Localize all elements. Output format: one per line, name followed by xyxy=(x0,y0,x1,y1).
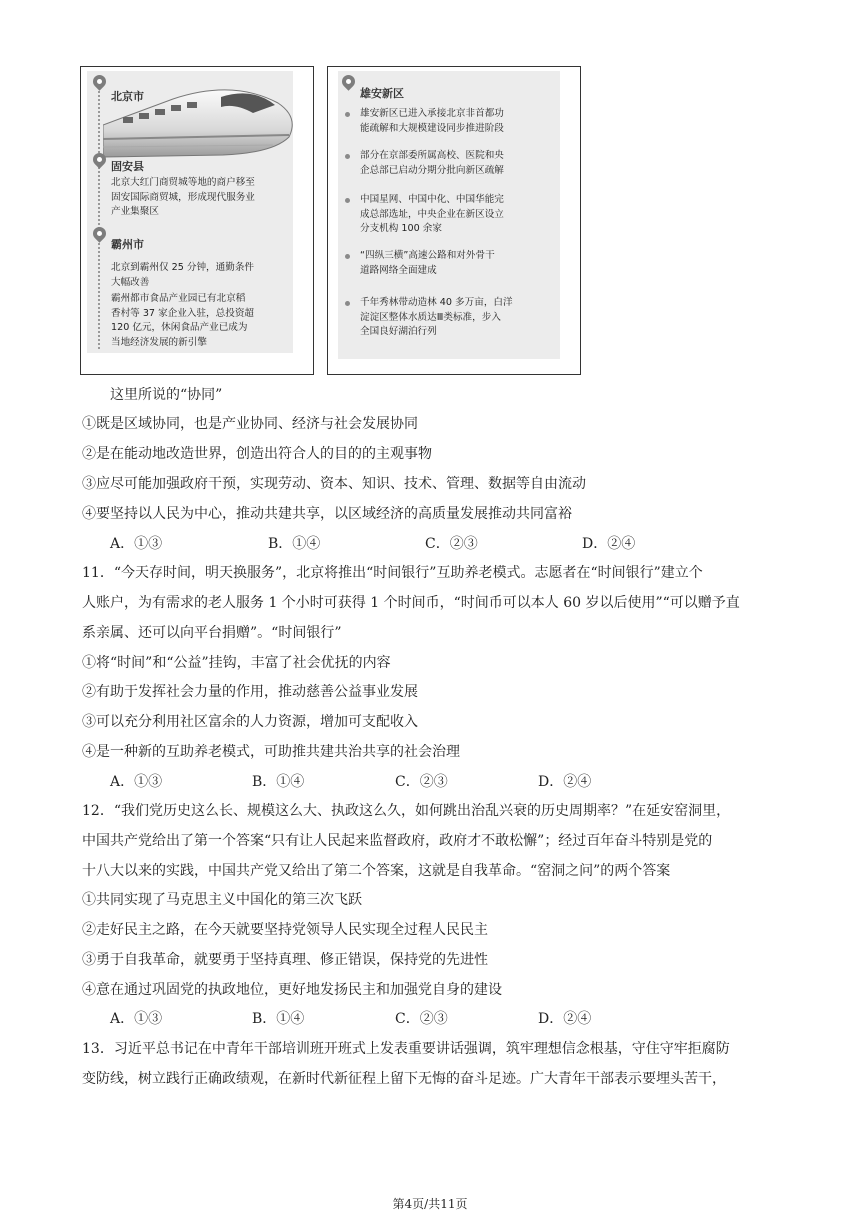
bullet-icon xyxy=(345,254,350,259)
q10-option-c: C．②③ xyxy=(425,536,478,552)
bullet-icon xyxy=(345,112,350,117)
q11-statement-4: ④是一种新的互助养老模式，可助推共建共治共享的社会治理 xyxy=(82,744,460,760)
q11-line-1: 11．“今天存时间，明天换服务”，北京将推出“时间银行”互助养老模式。志愿者在“时间银行”建立个 xyxy=(82,565,703,581)
q11-line-2: 人账户，为有需求的老人服务 1 个小时可获得 1 个时间币，“时间币可以本人 60 岁以后使用”“可以赠予直 xyxy=(82,595,740,611)
q12-option-a: A．①③ xyxy=(110,1011,163,1027)
figure-left-beijing-map xyxy=(80,66,314,375)
q11-option-a: A．①③ xyxy=(110,774,163,790)
q10-statement-1: ①既是区域协同，也是产业协同、经济与社会发展协同 xyxy=(82,416,418,432)
q11-option-b: B．①④ xyxy=(252,774,305,790)
city-label-guan: 固安县 xyxy=(111,160,144,173)
guan-description: 北京大红门商贸城等地的商户移至 固安国际商贸城，形成现代服务业 产业集聚区 xyxy=(111,177,255,217)
q11-option-c: C．②③ xyxy=(395,774,448,790)
xiongan-title: 雄安新区 xyxy=(360,87,404,100)
q10-option-d: D．②④ xyxy=(582,536,636,552)
train-image xyxy=(103,73,299,165)
xiongan-item: 雄安新区已进入承接北京非首都功 能疏解和大规模建设同步推进阶段 xyxy=(360,108,504,134)
bazhou-description-1: 北京到霸州仅 25 分钟，通勤条件 大幅改善 xyxy=(111,262,255,288)
q10-option-b: B．①④ xyxy=(268,536,321,552)
xiongan-item: 千年秀林带动造林 40 多万亩，白洋 淀淀区整体水质达Ⅲ类标准，步入 全国良好湖泊行列 xyxy=(360,297,513,337)
q10-stem: 这里所说的“协同” xyxy=(110,387,223,403)
q12-statement-3: ③勇于自我革命，就要勇于坚持真理、修正错误，保持党的先进性 xyxy=(82,952,488,968)
q11-statement-2: ②有助于发挥社会力量的作用，推动慈善公益事业发展 xyxy=(82,684,418,700)
q12-statement-4: ④意在通过巩固党的执政地位，更好地发扬民主和加强党自身的建设 xyxy=(82,982,502,998)
q13-line-2: 变防线，树立践行正确政绩观，在新时代新征程上留下无悔的奋斗足迹。广大青年干部表示要埋头苦干， xyxy=(82,1071,726,1087)
q12-line-1: 12．“我们党历史这么长、规模这么大、执政这么久，如何跳出治乱兴衰的历史周期率？”在延安窑洞里， xyxy=(82,803,731,819)
q11-line-3: 系亲属、还可以向平台捐赠”。“时间银行” xyxy=(82,625,342,641)
xiongan-item: 部分在京部委所属高校、医院和央 企总部已启动分期分批向新区疏解 xyxy=(360,150,504,176)
q13-line-1: 13．习近平总书记在中青年干部培训班开班式上发表重要讲话强调，筑牢理想信念根基，守住守牢拒腐防 xyxy=(82,1041,730,1057)
route-line xyxy=(98,87,100,349)
xiongan-item: 中国星网、中国中化、中国华能完 成总部选址，中央企业在新区设立 分支机构 100 余家 xyxy=(360,194,504,234)
q11-statement-1: ①将“时间”和“公益”挂钩，丰富了社会优抚的内容 xyxy=(82,655,391,671)
q10-statement-4: ④要坚持以人民为中心，推动共建共享，以区域经济的高质量发展推动共同富裕 xyxy=(82,506,572,522)
q12-line-3: 十八大以来的实践，中国共产党又给出了第二个答案，这就是自我革命。“窑洞之问”的两个答案 xyxy=(82,863,671,879)
bazhou-description-2: 霸州都市食品产业园已有北京稻 香村等 37 家企业入驻，总投资超 120 亿元，休闲食品产业已成为 当地经济发展的新引擎 xyxy=(111,293,255,348)
q12-option-c: C．②③ xyxy=(395,1011,448,1027)
bullet-icon xyxy=(345,301,350,306)
q10-statement-2: ②是在能动地改造世界，创造出符合人的目的的主观事物 xyxy=(82,446,432,462)
xiongan-item: “四纵三横”高速公路和对外骨干 道路网络全面建成 xyxy=(360,250,495,276)
q11-statement-3: ③可以充分利用社区富余的人力资源，增加可支配收入 xyxy=(82,714,418,730)
q12-statement-1: ①共同实现了马克思主义中国化的第三次飞跃 xyxy=(82,892,362,908)
q12-option-d: D．②④ xyxy=(538,1011,592,1027)
q11-option-d: D．②④ xyxy=(538,774,592,790)
bullet-icon xyxy=(345,154,350,159)
bullet-icon xyxy=(345,198,350,203)
figure-right-xiongan xyxy=(327,66,581,375)
q12-option-b: B．①④ xyxy=(252,1011,305,1027)
q12-line-2: 中国共产党给出了第一个答案“只有让人民起来监督政府，政府才不敢松懈”；经过百年奋斗特别是党的 xyxy=(82,833,713,849)
q12-statement-2: ②走好民主之路，在今天就要坚持党领导人民实现全过程人民民主 xyxy=(82,922,488,938)
page-footer: 第4页/共11页 xyxy=(392,1197,468,1211)
q10-option-a: A．①③ xyxy=(110,536,163,552)
q10-statement-3: ③应尽可能加强政府干预，实现劳动、资本、知识、技术、管理、数据等自由流动 xyxy=(82,476,586,492)
city-label-beijing: 北京市 xyxy=(111,90,144,103)
city-label-bazhou: 霸州市 xyxy=(111,238,144,251)
